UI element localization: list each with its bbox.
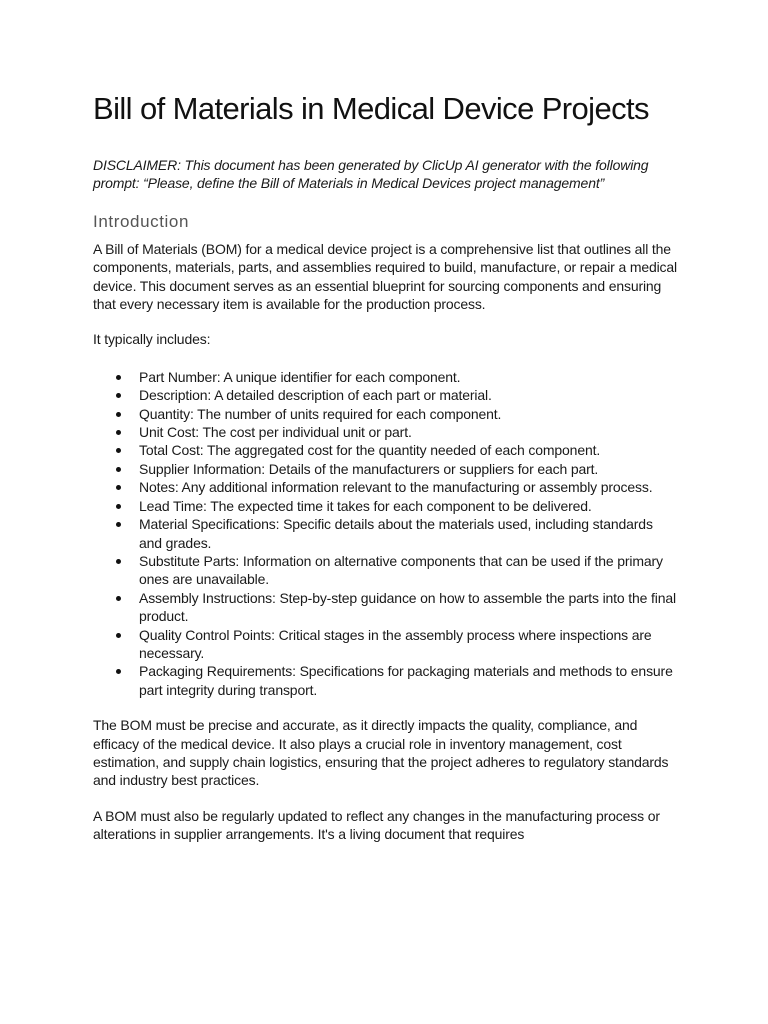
list-item xyxy=(93,589,678,626)
document-page xyxy=(93,88,678,844)
includes-lead-text: It typically includes: xyxy=(93,331,211,348)
bullet-icon xyxy=(116,522,121,527)
list-item xyxy=(93,515,678,552)
precision-paragraph: The BOM must be precise and accurate, as it directly impacts the quality, compliance, and efficacy of the medical device. It also plays a crucial role in inventory management, cost estimation, and supply chain logistics, ensuring that the project adheres to regulatory standards and industry best practices. xyxy=(93,717,669,789)
list-item xyxy=(93,662,678,699)
bullet-icon xyxy=(116,448,121,453)
list-item xyxy=(93,441,678,459)
list-item xyxy=(93,368,678,386)
list-item-text: Notes: Any additional information relevant to the manufacturing or assembly process. xyxy=(139,479,653,496)
bullet-icon xyxy=(116,596,121,601)
list-item-text: Packaging Requirements: Specifications for packaging materials and methods to ensure part integrity during transport. xyxy=(139,663,673,698)
list-item xyxy=(93,552,678,589)
bullet-icon xyxy=(116,467,121,472)
list-item-text: Description: A detailed description of each part or material. xyxy=(139,387,492,404)
bullet-icon xyxy=(116,633,121,638)
document-title: Bill of Materials in Medical Device Projects xyxy=(93,91,649,126)
list-item-text: Part Number: A unique identifier for each component. xyxy=(139,368,461,385)
list-item-text: Lead Time: The expected time it takes for each component to be delivered. xyxy=(139,497,592,514)
disclaimer-text: DISCLAIMER: This document has been generated by ClicUp AI generator with the following prompt: “Please, define the Bill of Materials in Medical Devices project management” xyxy=(93,157,649,192)
bullet-icon xyxy=(116,375,121,380)
bullet-icon xyxy=(116,504,121,509)
list-item-text: Substitute Parts: Information on alternative components that can be used if the primary ones are unavailable. xyxy=(139,552,663,588)
list-item-text: Total Cost: The aggregated cost for the quantity needed of each component. xyxy=(139,442,601,459)
bullet-icon xyxy=(116,559,121,564)
section-heading-introduction: Introduction xyxy=(93,211,190,231)
bom-contents-list xyxy=(93,368,678,699)
list-item-text: Quality Control Points: Critical stages in the assembly process where inspections are necessary. xyxy=(139,626,652,661)
bullet-icon xyxy=(116,430,121,435)
list-item-text: Assembly Instructions: Step-by-step guidance on how to assemble the parts into the final product. xyxy=(139,589,676,625)
list-item-text: Material Specifications: Specific details about the materials used, including standards and grades. xyxy=(139,516,653,551)
bullet-icon xyxy=(116,412,121,417)
list-item-text: Quantity: The number of units required for each component. xyxy=(139,405,502,422)
bullet-icon xyxy=(116,485,121,490)
bullet-icon xyxy=(116,393,121,398)
update-paragraph: A BOM must also be regularly updated to reflect any changes in the manufacturing process or alterations in supplier arrangements. It's a living document that requires xyxy=(93,807,660,843)
list-item-text: Supplier Information: Details of the manufacturers or suppliers for each part. xyxy=(139,460,599,477)
intro-paragraph: A Bill of Materials (BOM) for a medical device project is a comprehensive list that outlines all the components, materials, parts, and assemblies required to build, manufacture, or repair a medical device. This document serves as an essential blueprint for sourcing components and ensuring that every necessary item is available for the production process. xyxy=(93,240,678,313)
list-item-text: Unit Cost: The cost per individual unit or part. xyxy=(139,424,412,441)
list-item xyxy=(93,423,678,441)
list-item xyxy=(93,626,678,663)
list-item xyxy=(93,386,678,404)
list-item xyxy=(93,405,678,423)
list-item xyxy=(93,497,678,515)
bullet-icon xyxy=(116,669,121,674)
list-item xyxy=(93,460,678,478)
list-item xyxy=(93,478,678,496)
